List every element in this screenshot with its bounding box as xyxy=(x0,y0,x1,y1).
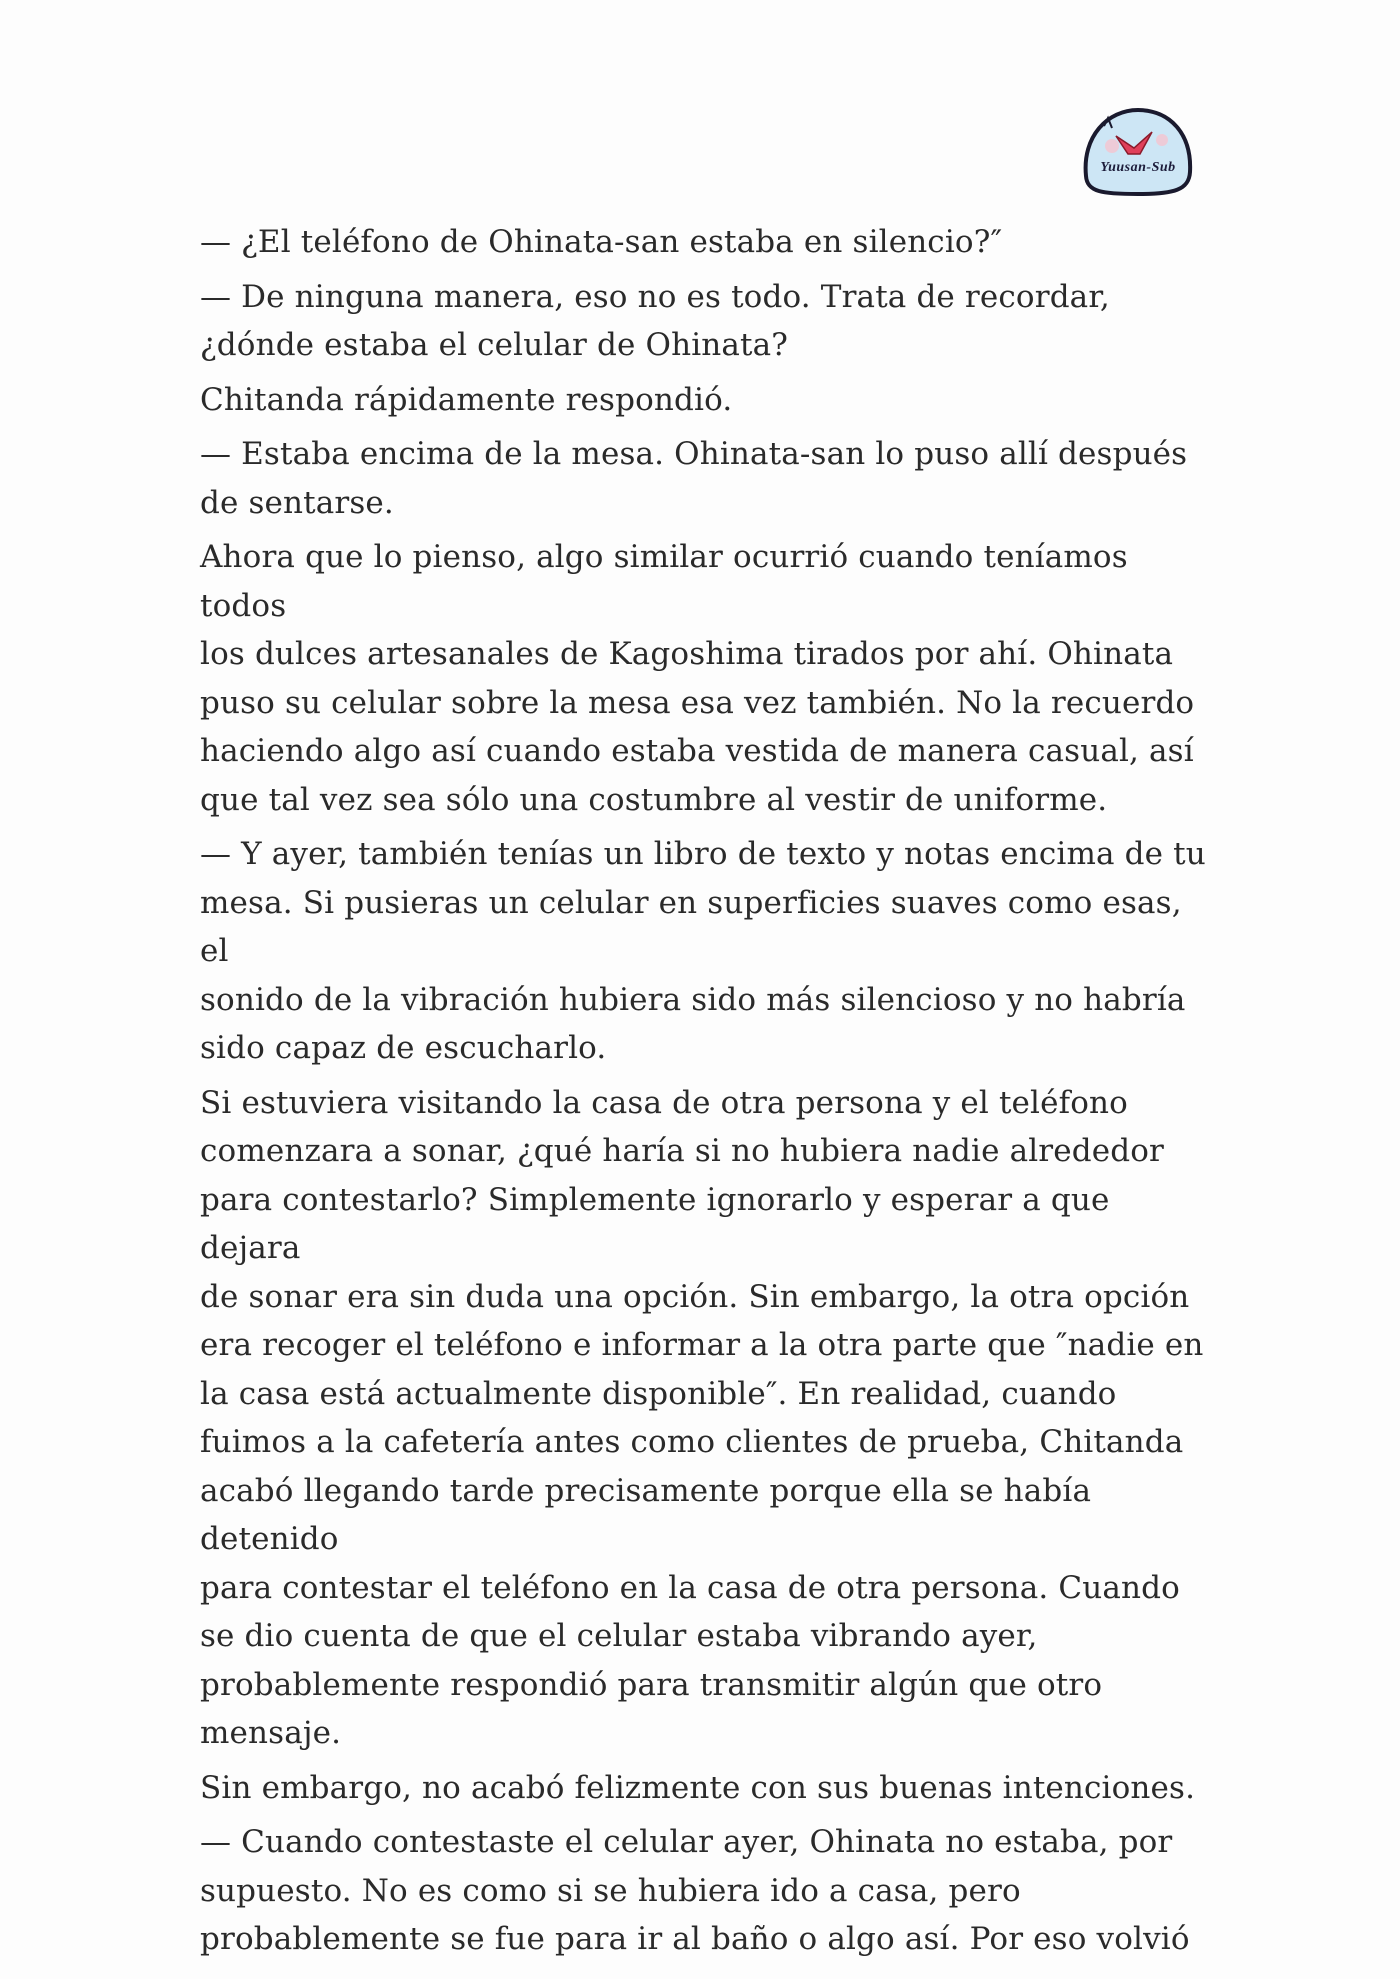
logo-text: Yuusan-Sub xyxy=(1100,160,1176,175)
paragraph: — De ninguna manera, eso no es todo. Trata de recordar, ¿dónde estaba el celular de Ohinata? xyxy=(200,278,1110,363)
paragraph: — Cuando contestaste el celular ayer, Ohinata no estaba, por supuesto. No es como si se hubiera ido a casa, pero probablemente se fue para ir al baño o algo así. Por eso volvió xyxy=(200,1824,1190,1957)
paragraph: Sin embargo, no acabó felizmente con sus buenas intenciones. xyxy=(200,1769,1196,1806)
bird-logo-icon xyxy=(1078,106,1196,198)
scanlation-logo xyxy=(1078,106,1196,198)
paragraph: — Y ayer, también tenías un libro de texto y notas encima de tu mesa. Si pusieras un celular en superficies suaves como esas, el sonido de la vibración hubiera sido más silencioso y no habría sido capaz de escucharlo. xyxy=(200,836,1206,1066)
paragraph: — ¿El teléfono de Ohinata-san estaba en silencio?″ xyxy=(200,224,1003,260)
paragraph: Chitanda rápidamente respondió. xyxy=(200,381,733,418)
paragraph: Si estuviera visitando la casa de otra persona y el teléfono comenzara a sonar, ¿qué haría si no hubiera nadie alrededor para contestarlo? Simplemente ignorarlo y esperar a que dejara de sonar era sin duda una opción. Sin embargo, la otra opción era recoger el teléfono e informar a la otra parte que ″nadie en la casa está actualmente disponible″. En realidad, cuando fuimos a la cafetería antes como clientes de prueba, Chitanda acabó llegando tarde precisamente porque ella se había detenido para contestar el teléfono en la casa de otra persona. Cuando se dio cuenta de que el celular estaba vibrando ayer, probablemente respondió para transmitir algún que otro mensaje. xyxy=(200,1084,1204,1751)
document-body xyxy=(200,218,1210,1970)
paragraph: — Estaba encima de la mesa. Ohinata-san lo puso allí después de sentarse. xyxy=(200,436,1188,521)
paragraph: Ahora que lo pienso, algo similar ocurrió cuando teníamos todos los dulces artesanales de Kagoshima tirados por ahí. Ohinata puso su celular sobre la mesa esa vez también. No la recuerdo haciendo algo así cuando estaba vestida de manera casual, así que tal vez sea sólo una costumbre al vestir de uniforme. xyxy=(200,539,1195,818)
